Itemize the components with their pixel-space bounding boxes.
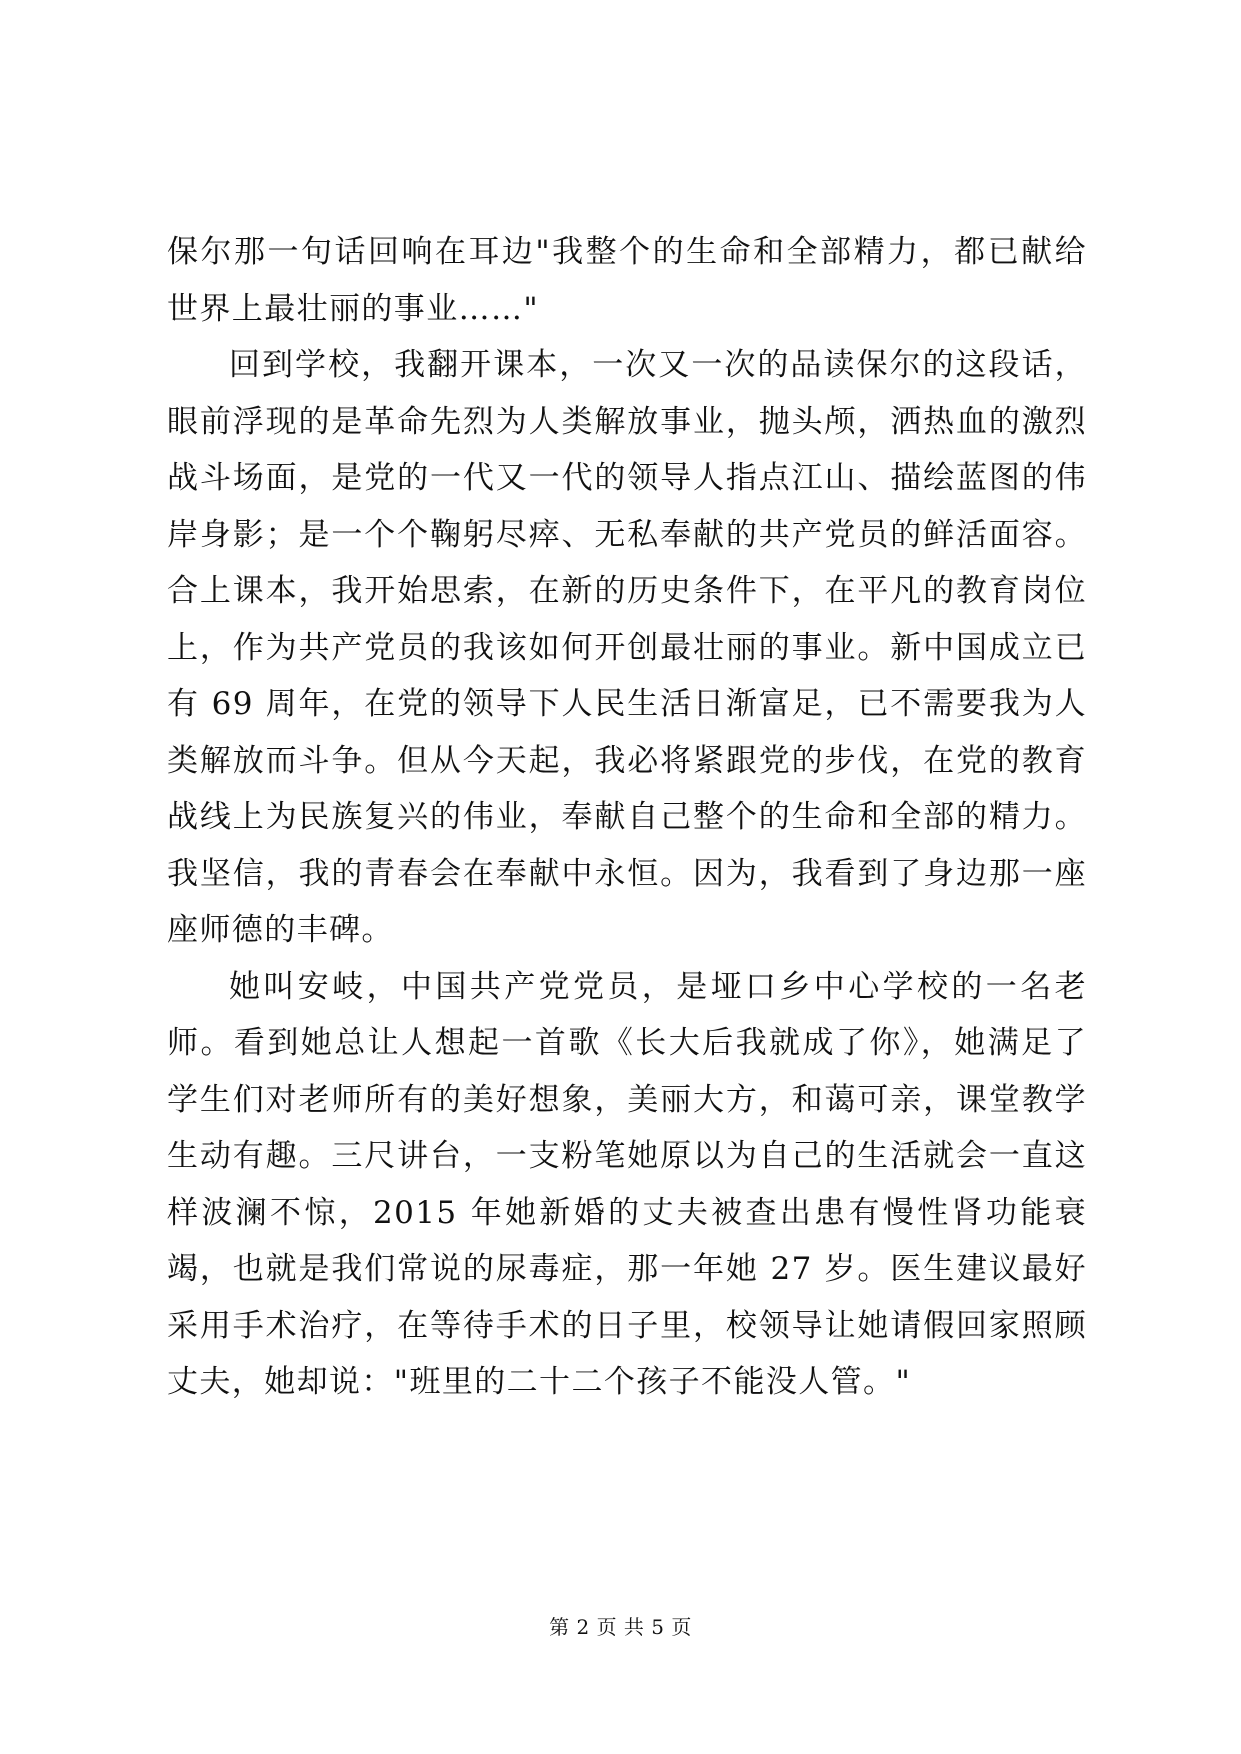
paragraph-3: 她叫安岐，中国共产党党员，是垭口乡中心学校的一名老师。看到她总让人想起一首歌《长大后我就成了你》，她满足了学生们对老师所有的美好想象，美丽大方，和蔼可亲，课堂教学生动有趣。三尺讲台，一支粉笔她原以为自己的生活就会一直这样波澜不惊，2015 年她新婚的丈夫被查出患有慢性肾功能衰竭，也就是我们常说的尿毒症，那一年她 27 岁。医生建议最好采用手术治疗，在等待手术的日子里，校领导让她请假回家照顾丈夫，她却说："班里的二十二个孩子不能没人管。": [167, 968, 1087, 1400]
page-footer: 第 2 页 共 5 页: [549, 1615, 692, 1639]
paragraph-1: 保尔那一句话回响在耳边"我整个的生命和全部精力，都已献给世界上最壮丽的事业……": [167, 234, 1087, 327]
paragraph-2: 回到学校，我翻开课本，一次又一次的品读保尔的这段话，眼前浮现的是革命先烈为人类解放事业，抛头颅，洒热血的激烈战斗场面，是党的一代又一代的领导人指点江山、描绘蓝图的伟岸身影；是一个个鞠躬尽瘁、无私奉献的共产党员的鲜活面容。合上课本，我开始思索，在新的历史条件下，在平凡的教育岗位上，作为共产党员的我该如何开创最壮丽的事业。新中国成立已有 69 周年，在党的领导下人民生活日渐富足，已不需要我为人类解放而斗争。但从今天起，我必将紧跟党的步伐，在党的教育战线上为民族复兴的伟业，奉献自己整个的生命和全部的精力。我坚信，我的青春会在奉献中永恒。因为，我看到了身边那一座座师德的丰碑。: [167, 347, 1087, 948]
body-text: [167, 224, 1087, 1411]
